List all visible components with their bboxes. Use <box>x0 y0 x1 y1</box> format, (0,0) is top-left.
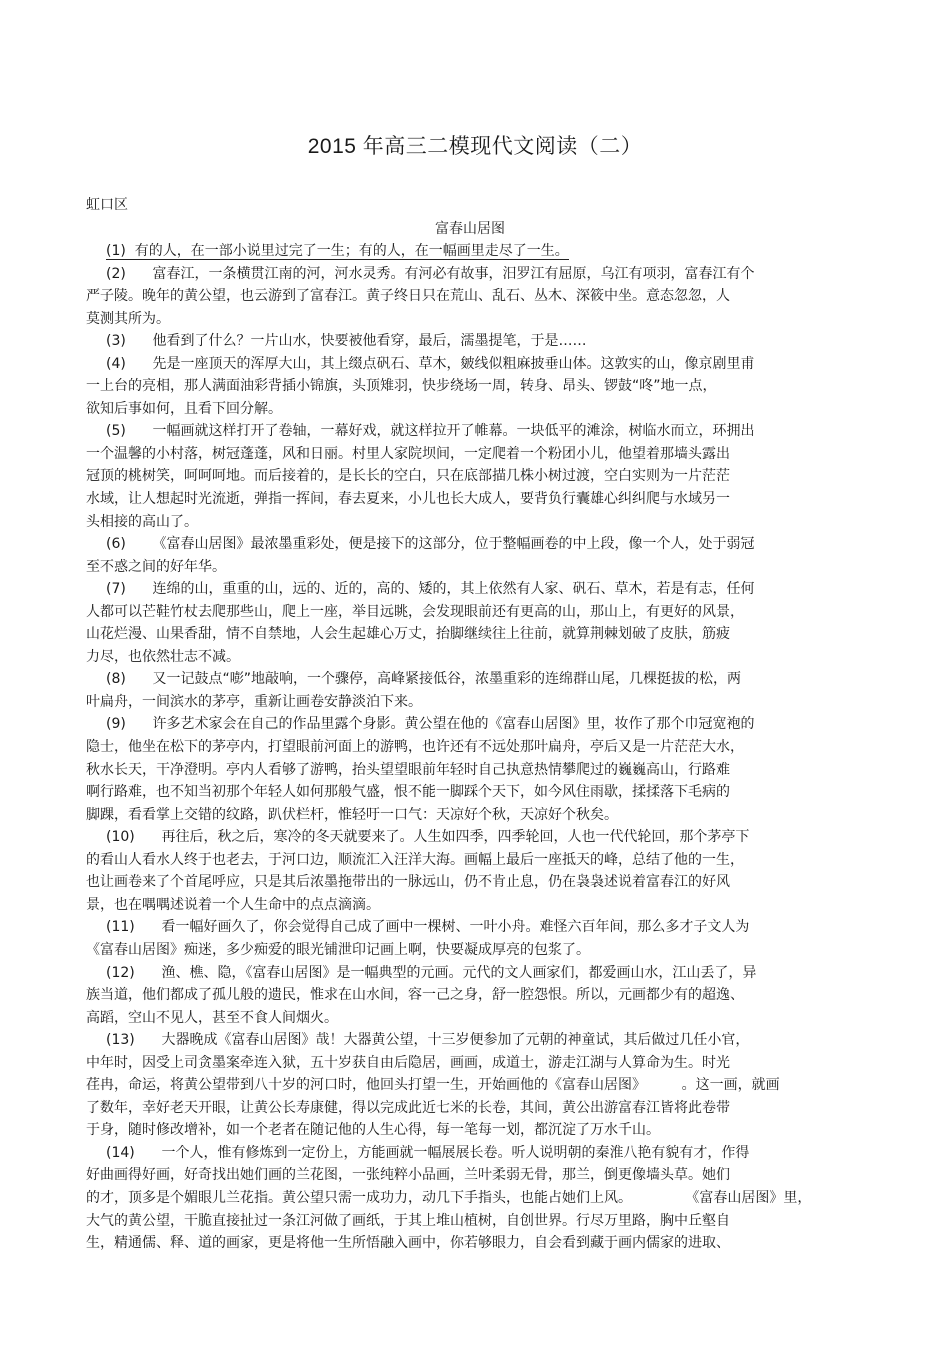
text-line <box>86 443 776 466</box>
text-line <box>86 668 776 691</box>
text-line <box>86 420 776 443</box>
text-line-content: (11) 看一幅好画久了，你会觉得自己成了画中一棵树、一叶小舟。难怪六百年间，那么多才子文人为 <box>106 919 750 936</box>
text-line-content: (5) 一幅画就这样打开了卷轴，一幕好戏，就这样拉开了帷幕。一块低平的滩涂，树临水而立，环拥出 <box>106 423 755 440</box>
text-line-content: 一个温馨的小村落，树冠蓬蓬，风和日丽。村里人家院坝间，一定爬着一个粉团小儿，他望着那墙头露出 <box>86 445 730 462</box>
text-line-content: 大气的黄公望，干脆直接扯过一条江河做了画纸，于其上堆山植树，自创世界。行尽万里路，胸中丘壑自 <box>86 1212 730 1229</box>
text-line <box>86 759 776 782</box>
text-line <box>86 533 776 556</box>
text-line <box>86 939 776 962</box>
text-line-content: 了数年，幸好老天开眼，让黄公长寿康健，得以完成此近七米的长卷，其间，黄公出游富春江皆将此卷带 <box>86 1099 730 1116</box>
text-line-content: 的才，顶多是个媚眼儿兰花指。黄公望只需一成功力，动几下手指头，也能占她们上风。 《富春山居图》里， <box>86 1189 812 1206</box>
text-line <box>86 916 776 939</box>
article-title: 富春山居图 <box>435 221 505 237</box>
text-line-content: (3) 他看到了什么？一片山水，快要被他看穿，最后，濡墨提笔，于是…… <box>106 333 587 350</box>
text-line <box>86 398 776 421</box>
text-line-content: 景，也在喁喁述说着一个人生命中的点点滴滴。 <box>86 896 380 913</box>
text-line-content: 水域，让人想起时光流逝，弹指一挥间，春去夏来，小儿也长大成人，要背负行囊雄心纠纠爬与水域另一 <box>86 491 730 508</box>
text-line-content: 至不惑之间的好年华。 <box>86 558 226 575</box>
text-line <box>86 1142 776 1165</box>
text-line <box>86 1164 776 1187</box>
text-line-content: (9) 许多艺术家会在自己的作品里露个身影。黄公望在他的《富春山居图》里，妆作了那个巾冠宽袍的 <box>106 716 755 733</box>
text-line <box>86 826 776 849</box>
text-line <box>86 308 776 331</box>
text-line-content: 严子陵。晚年的黄公望，也云游到了富春江。黄子终日只在荒山、乱石、丛木、深筱中坐。意态忽忽，人 <box>86 288 730 305</box>
text-line <box>86 353 776 376</box>
text-line <box>86 263 776 286</box>
text-line <box>86 375 776 398</box>
text-line-content: 脚踝，看看掌上交错的纹路，趴伏栏杆，惟轻吁一口气：天凉好个秋，天凉好个秋矣。 <box>86 806 618 823</box>
text-line-content: (10) 再往后，秋之后，寒冷的冬天就要来了。人生如四季，四季轮回，人也一代代轮回，那个茅亭下 <box>106 829 750 846</box>
text-line <box>86 1187 812 1210</box>
text-line-content: 荏冉，命运，将黄公望带到八十岁的河口时，他回头打望一生，开始画他的《富春山居图》 。这一画，就画 <box>86 1077 780 1094</box>
text-line-content: 头相接的高山了。 <box>86 513 198 530</box>
text-line-content: 族当道，他们都成了孤儿般的遗民，惟求在山水间，容一己之身，舒一腔怨恨。所以，元画都少有的超逸、 <box>86 987 744 1004</box>
text-line-content: 中年时，因受上司贪墨案牵连入狱，五十岁获自由后隐居，画画，成道士，游走江湖与人算命为生。时光 <box>86 1054 730 1071</box>
text-line <box>86 511 776 534</box>
text-line-content: 啊行路难，也不知当初那个年轻人如何那般气盛，恨不能一脚踩个天下，如今风住雨歇，揉揉落下毛病的 <box>86 784 730 801</box>
text-line <box>86 285 776 308</box>
text-line-content: 好曲画得好画，好奇找出她们画的兰花图，一张纯粹小品画，兰叶柔弱无骨，那兰，倒更像墙头草。她们 <box>86 1167 730 1184</box>
text-line-content: (6) 《富春山居图》最浓墨重彩处，便是接下的这部分，位于整幅画卷的中上段，像一个人，处于弱冠 <box>106 536 755 553</box>
text-line <box>86 488 776 511</box>
text-line <box>86 1074 780 1097</box>
text-line <box>86 1097 776 1120</box>
text-line-content: 秋水长天，干净澄明。亭内人看够了游鸭，抬头望望眼前年轻时自己执意热情攀爬过的巍巍高山，行路难 <box>86 761 730 778</box>
text-line <box>86 1029 776 1052</box>
text-line <box>86 1232 776 1255</box>
text-line-content: 生，精通儒、释、道的画家，更是将他一生所悟融入画中，你若够眼力，自会看到藏于画内儒家的进取、 <box>86 1235 730 1252</box>
text-line <box>86 623 776 646</box>
text-line-content: 叶扁舟，一间滨水的茅亭，重新让画卷安静淡泊下来。 <box>86 693 422 710</box>
text-line-content: (14) 一个人，惟有修炼到一定份上，方能画就一幅展展长卷。听人说明朝的秦淮八艳有貌有才，作得 <box>106 1144 750 1161</box>
text-line <box>86 556 776 579</box>
text-line <box>86 713 776 736</box>
text-line <box>86 601 776 624</box>
text-line <box>86 465 776 488</box>
text-line <box>86 849 776 872</box>
text-line-content: 莫测其所为。 <box>86 310 170 327</box>
text-line-content: 人都可以芒鞋竹杖去爬那些山，爬上一座，举目远眺，会发现眼前还有更高的山，那山上，有更好的风景， <box>86 603 744 620</box>
text-line <box>86 736 776 759</box>
text-line-content: (4) 先是一座顶天的浑厚大山，其上缀点矾石、草木，皴线似粗麻披垂山体。这敦实的山，像京剧里甫 <box>106 355 755 372</box>
text-line-content: 高蹈，空山不见人，甚至不食人间烟火。 <box>86 1009 338 1026</box>
text-line-content: 的看山人看水人终于也老去，于河口边，顺流汇入汪洋大海。画幅上最后一座抵天的峰，总结了他的一生， <box>86 851 744 868</box>
district-label: 虹口区 <box>86 197 128 213</box>
text-line <box>86 894 776 917</box>
text-line <box>86 1052 776 1075</box>
text-line-content: 隐士，他坐在松下的茅亭内，打望眼前河面上的游鸭，也许还有不远处那叶扁舟，亭后又是一片茫茫大水， <box>86 739 744 756</box>
text-line <box>86 871 776 894</box>
text-line <box>86 1119 776 1142</box>
text-line <box>86 240 776 263</box>
text-line <box>86 330 776 353</box>
text-line-content: 于身，随时修改增补，如一个老者在随记他的人生心得，每一笔每一划，都沉淀了万水千山。 <box>86 1122 660 1139</box>
text-line-content: 《富春山居图》痴迷，多少痴爱的眼光铺泄印记画上啊，快要凝成厚亮的包浆了。 <box>86 941 590 958</box>
text-line-content: (1) 有的人，在一部小说里过完了一生；有的人，在一幅画里走尽了一生。 <box>106 243 569 259</box>
text-line-content: (2) 富春江，一条横贯江南的河，河水灵秀。有河必有故事，汨罗江有屈原，乌江有项羽，富春江有个 <box>106 265 755 282</box>
text-line <box>86 691 776 714</box>
text-line-content: 山花烂漫、山果香甜，情不自禁地，人会生起雄心万丈，抬脚继续往上往前，就算荆棘划破了皮肤，筋疲 <box>86 626 730 643</box>
text-line-content: (8) 又一记鼓点“嘭”地敲响，一个骤停，高峰紧接低谷，浓墨重彩的连绵群山尾，几棵挺拔的松，两 <box>106 671 742 688</box>
text-line-content: 冠顶的桃树笑，呵呵呵地。而后接着的，是长长的空白，只在底部描几株小树过渡，空白实则为一片茫茫 <box>86 468 730 485</box>
text-line <box>86 578 776 601</box>
text-line-content: 力尽，也依然壮志不减。 <box>86 648 240 665</box>
page-title: 2015 年高三二模现代文阅读（二） <box>307 135 643 158</box>
text-line <box>86 962 776 985</box>
article-body <box>86 240 812 1255</box>
text-line <box>86 646 776 669</box>
text-line <box>86 781 776 804</box>
text-line <box>86 1210 776 1233</box>
text-line-content: 欲知后事如何，且看下回分解。 <box>86 400 282 417</box>
text-line-content: (13) 大器晚成《富春山居图》哉！大器黄公望，十三岁便参加了元朝的神童试，其后做过几任小官， <box>106 1032 750 1049</box>
text-line <box>86 804 776 827</box>
text-line-content: 也让画卷来了个首尾呼应，只是其后浓墨拖带出的一脉远山，仍不肯止息，仍在袅袅述说着富春江的好风 <box>86 874 730 891</box>
text-line <box>86 984 776 1007</box>
text-line-content: (7) 连绵的山，重重的山，远的、近的，高的、矮的，其上依然有人家、矾石、草木，若是有志，任何 <box>106 581 755 598</box>
text-line-content: (12) 渔、樵、隐，《富春山居图》是一幅典型的元画。元代的文人画家们，都爱画山水，江山丢了，异 <box>106 964 757 981</box>
text-line <box>86 1007 776 1030</box>
text-line-content: 一上台的亮相，那人满面油彩背插小锦旗，头顶雉羽，快步绕场一周，转身、昂头、锣鼓“咚”地一点， <box>86 378 717 395</box>
